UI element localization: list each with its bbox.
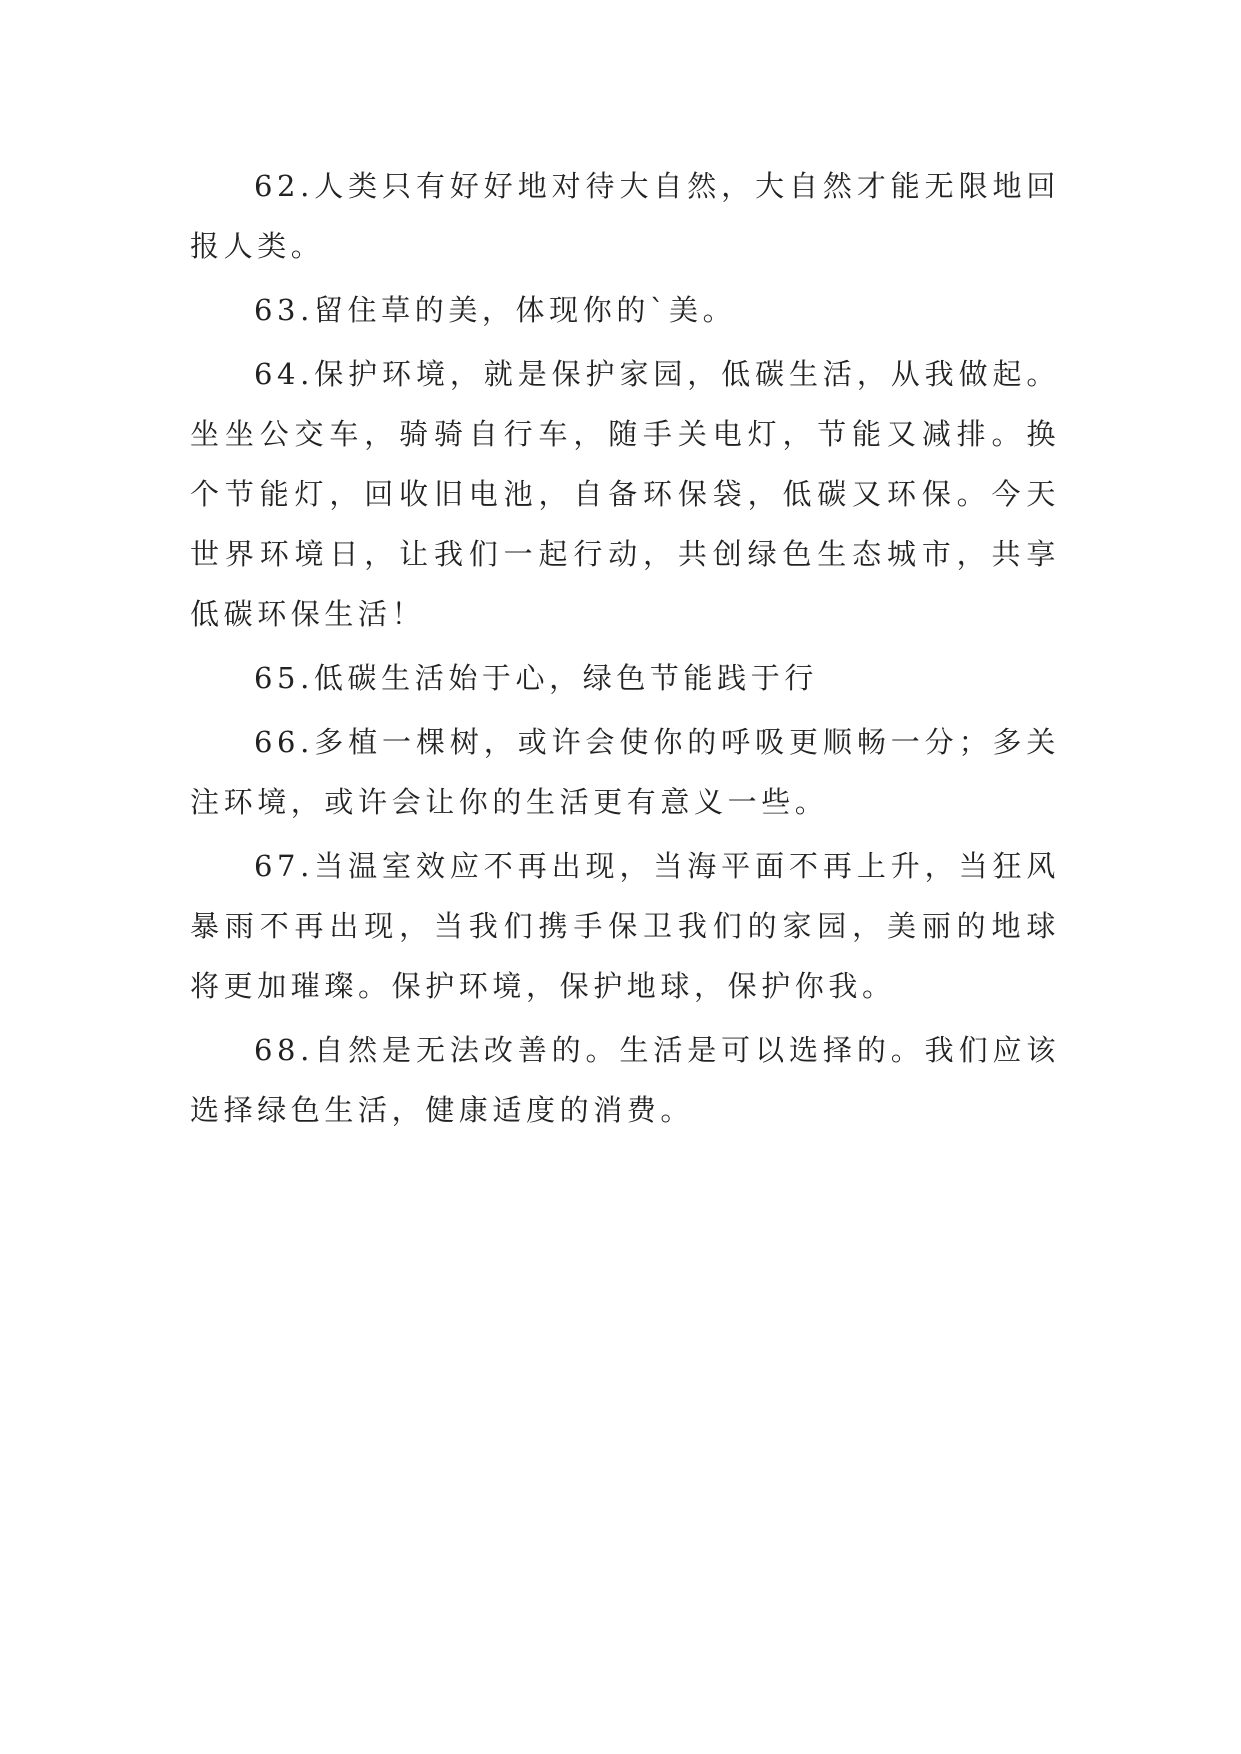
paragraph-67: 67.当温室效应不再出现，当海平面不再上升，当狂风暴雨不再出现，当我们携手保卫我们的家园，美丽的地球将更加璀璨。保护环境，保护地球，保护你我。 <box>190 849 1060 1003</box>
document-body <box>190 156 1060 1144</box>
paragraph-65: 65.低碳生活始于心，绿色节能践于行 <box>254 661 818 695</box>
paragraph-68: 68.自然是无法改善的。生活是可以选择的。我们应该选择绿色生活，健康适度的消费。 <box>190 1033 1060 1127</box>
paragraph-63: 63.留住草的美，体现你的`美。 <box>254 293 737 327</box>
paragraph-64: 64.保护环境，就是保护家园，低碳生活，从我做起。坐坐公交车，骑骑自行车，随手关电灯，节能又减排。换个节能灯，回收旧电池，自备环保袋，低碳又环保。今天世界环境日，让我们一起行动，共创绿色生态城市，共享低碳环保生活！ <box>190 357 1060 631</box>
paragraph-66: 66.多植一棵树，或许会使你的呼吸更顺畅一分；多关注环境，或许会让你的生活更有意义一些。 <box>190 725 1060 819</box>
paragraph-62: 62.人类只有好好地对待大自然，大自然才能无限地回报人类。 <box>190 169 1060 263</box>
